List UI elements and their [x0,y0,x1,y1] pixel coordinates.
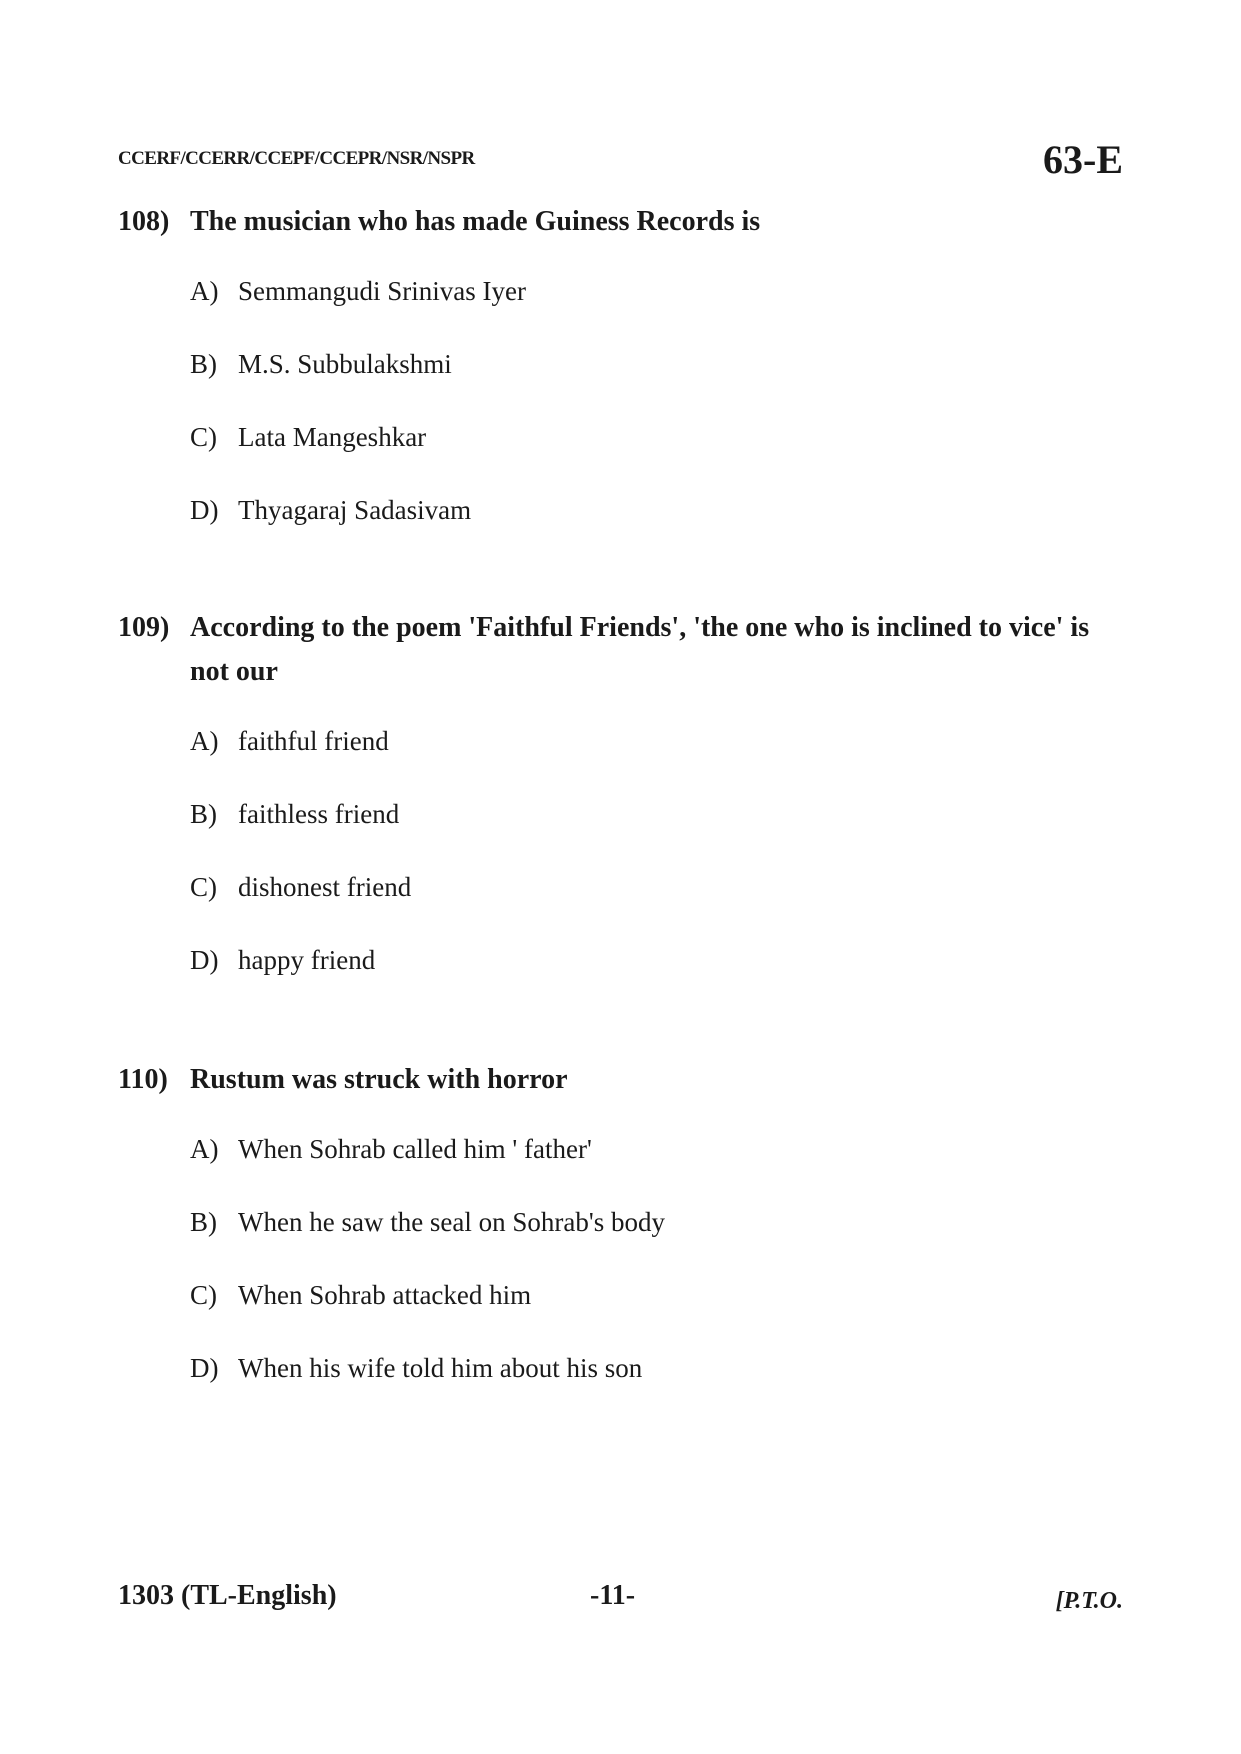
option-key: A) [190,276,219,306]
footer-page-number: -11- [590,1580,636,1611]
question-110 [118,1058,1128,1385]
option-a [190,274,1128,308]
option-a [190,724,1128,758]
option-text: happy friend [238,945,376,975]
option-text: Lata Mangeshkar [238,422,427,452]
option-list [118,724,1128,977]
question-number: 108) [118,206,170,237]
option-d [190,493,1128,527]
footer-pto: [P.T.O. [1055,1588,1123,1614]
option-text: M.S. Subbulakshmi [238,349,452,379]
option-text: Semmangudi Srinivas Iyer [238,276,526,306]
option-key: C) [190,422,217,452]
option-b [190,347,1128,381]
option-key: B) [190,799,217,829]
option-text: faithless friend [238,799,400,829]
option-key: A) [190,1134,219,1164]
option-key: D) [190,945,219,975]
question-number: 109) [118,612,170,643]
question-text: The musician who has made Guiness Records is [190,206,761,237]
option-text: When Sohrab called him ' father' [238,1134,592,1164]
option-key: D) [190,1353,219,1383]
question-stem [118,200,1128,244]
option-text: When his wife told him about his son [238,1353,643,1383]
option-key: C) [190,1280,217,1310]
footer-paper-title: 1303 (TL-English) [118,1580,337,1611]
option-text: When he saw the seal on Sohrab's body [238,1207,666,1237]
option-b [190,797,1128,831]
option-key: A) [190,726,219,756]
option-text: When Sohrab attacked him [238,1280,532,1310]
option-key: B) [190,1207,217,1237]
option-text: faithful friend [238,726,389,756]
header-paper-code: 63-E [1043,137,1123,182]
question-number: 110) [118,1064,168,1095]
question-108 [118,200,1128,527]
question-text: Rustum was struck with horror [190,1064,568,1095]
option-text: dishonest friend [238,872,412,902]
question-stem [118,606,1128,694]
question-109 [118,606,1128,977]
option-text: Thyagaraj Sadasivam [238,495,472,525]
option-d [190,943,1128,977]
option-c [190,870,1128,904]
header-exam-code: CCERF/CCERR/CCEPF/CCEPR/NSR/NSPR [118,148,475,169]
option-c [190,420,1128,454]
question-text: According to the poem 'Faithful Friends', 'the one who is inclined to vice' is not our [190,612,1090,687]
option-b [190,1205,1128,1239]
option-c [190,1278,1128,1312]
option-key: D) [190,495,219,525]
option-a [190,1132,1128,1166]
option-list [118,274,1128,527]
question-stem [118,1058,1128,1102]
option-key: B) [190,349,217,379]
option-key: C) [190,872,217,902]
option-d [190,1351,1128,1385]
option-list [118,1132,1128,1385]
